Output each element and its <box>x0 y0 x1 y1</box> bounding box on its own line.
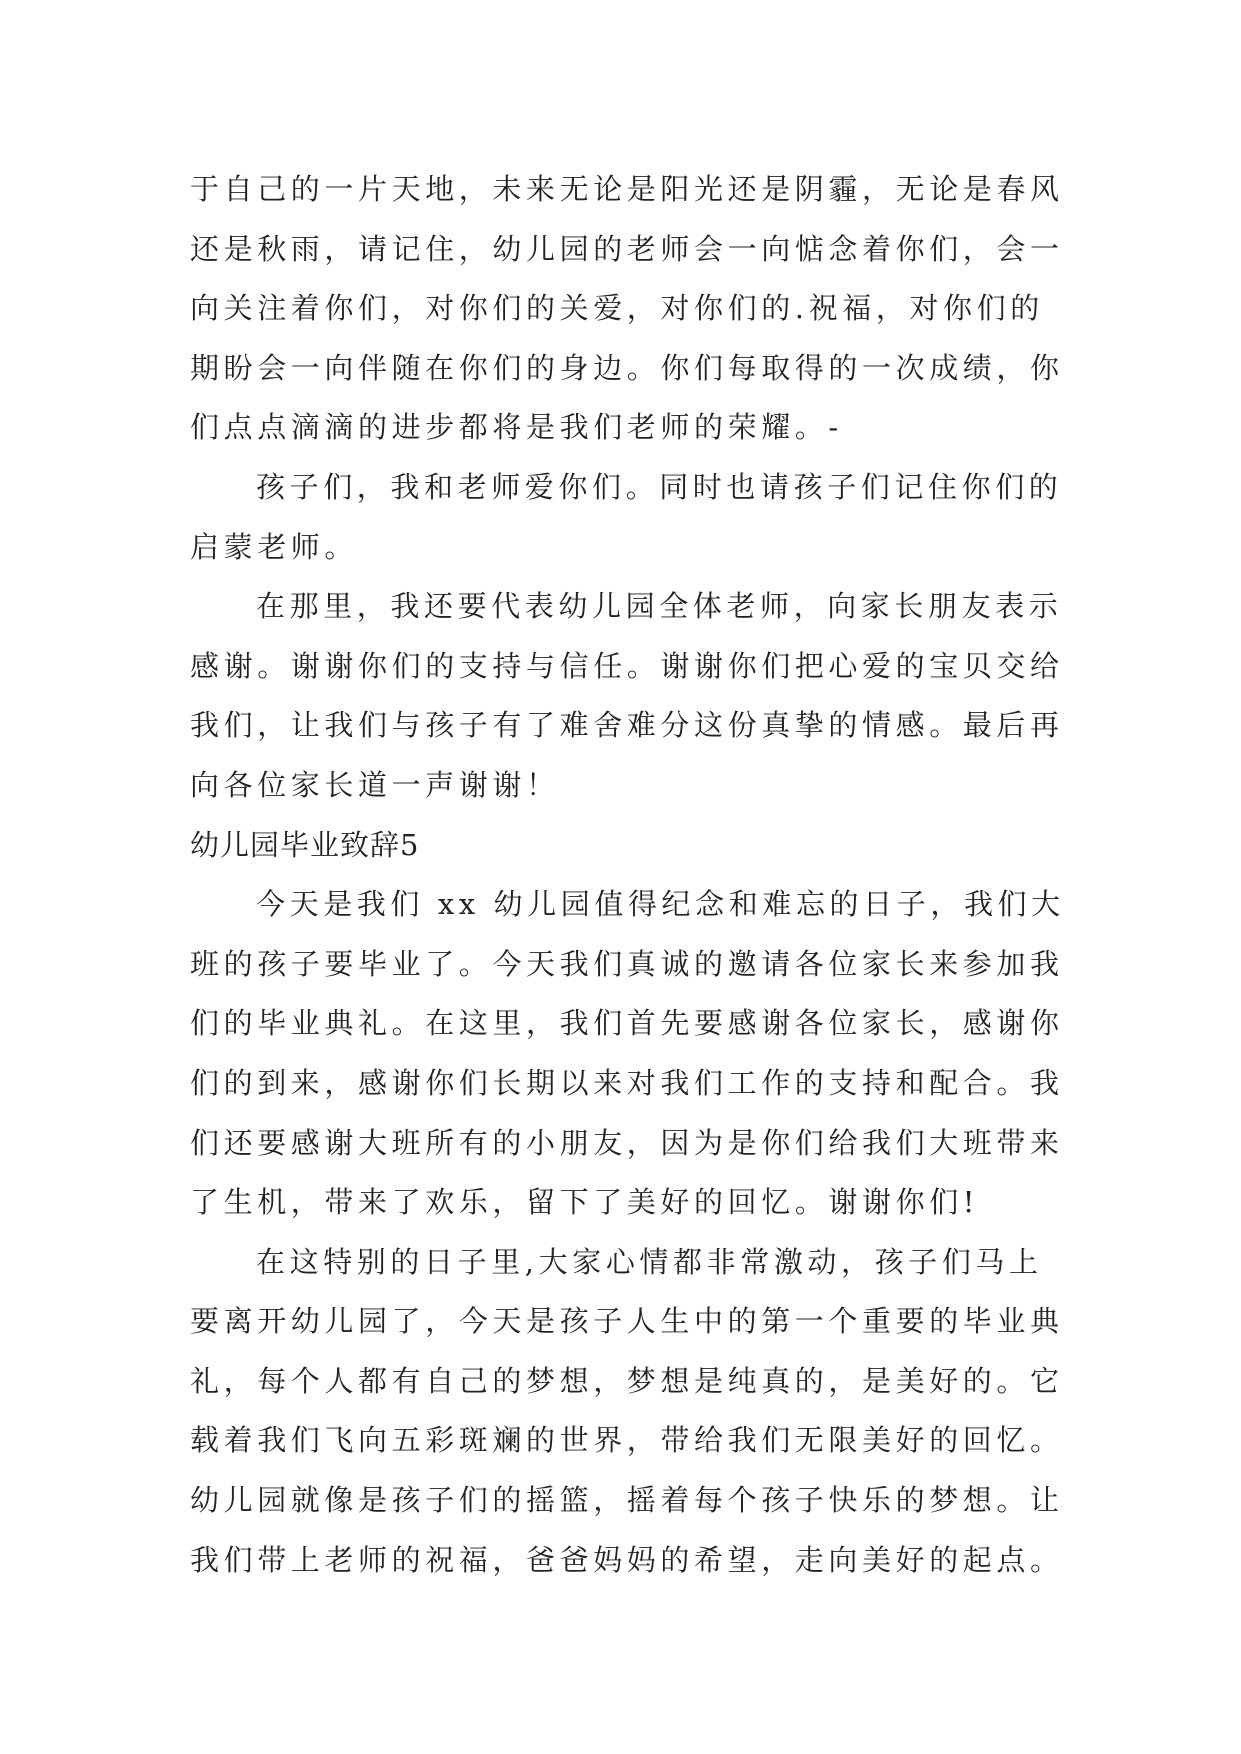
text-line: 我们带上老师的祝福，爸爸妈妈的希望，走向美好的起点。 <box>190 1542 1064 1577</box>
text-line: 幼儿园就像是孩子们的摇篮，摇着每个孩子快乐的梦想。让 <box>190 1483 1064 1518</box>
document-body <box>190 160 1090 1590</box>
text-line: 们的毕业典礼。在这里，我们首先要感谢各位家长，感谢你 <box>190 1006 1064 1041</box>
text-line: 向关注着你们，对你们的关爱，对你们的.祝福，对你们的 <box>190 291 1044 326</box>
text-line: 我们，让我们与孩子有了难舍难分这份真挚的情感。最后再 <box>190 708 1064 743</box>
text-line: 感谢。谢谢你们的支持与信任。谢谢你们把心爱的宝贝交给 <box>190 648 1064 683</box>
paragraph-first-line: 今天是我们 xx 幼儿园值得纪念和难忘的日子，我们大 <box>256 887 1065 922</box>
text-line: 于自己的一片天地，未来无论是阳光还是阴霾，无论是春风 <box>190 172 1064 206</box>
section-heading: 幼儿园毕业致辞5 <box>190 827 420 862</box>
text-line: 礼，每个人都有自己的梦想，梦想是纯真的，是美好的。它 <box>190 1363 1064 1398</box>
text-line: 向各位家长道一声谢谢！ <box>190 767 560 802</box>
text-line: 了生机，带来了欢乐，留下了美好的回忆。谢谢你们! <box>190 1185 980 1220</box>
paragraph-first-line: 孩子们，我和老师爱你们。同时也请孩子们记住你们的 <box>256 469 1063 504</box>
text-line: 们还要感谢大班所有的小朋友，因为是你们给我们大班带来 <box>190 1125 1064 1160</box>
text-line: 们点点滴滴的进步都将是我们老师的荣耀。- <box>190 410 843 445</box>
text-line: 们的到来，感谢你们长期以来对我们工作的支持和配合。我 <box>190 1065 1064 1100</box>
text-line: 班的孩子要毕业了。今天我们真诚的邀请各位家长来参加我 <box>190 946 1064 981</box>
paragraph-first-line: 在这特别的日子里,大家心情都非常激动，孩子们马上 <box>256 1244 1043 1279</box>
text-line: 要离开幼儿园了，今天是孩子人生中的第一个重要的毕业典 <box>190 1304 1064 1339</box>
text-line: 还是秋雨，请记住，幼儿园的老师会一向惦念着你们，会一 <box>190 231 1064 266</box>
paragraph-first-line: 在那里，我还要代表幼儿园全体老师，向家长朋友表示 <box>256 589 1063 624</box>
text-line: 期盼会一向伴随在你们的身边。你们每取得的一次成绩，你 <box>190 350 1064 385</box>
text-line: 启蒙老师。 <box>190 529 359 564</box>
text-line: 载着我们飞向五彩斑斓的世界，带给我们无限美好的回忆。 <box>190 1423 1064 1458</box>
